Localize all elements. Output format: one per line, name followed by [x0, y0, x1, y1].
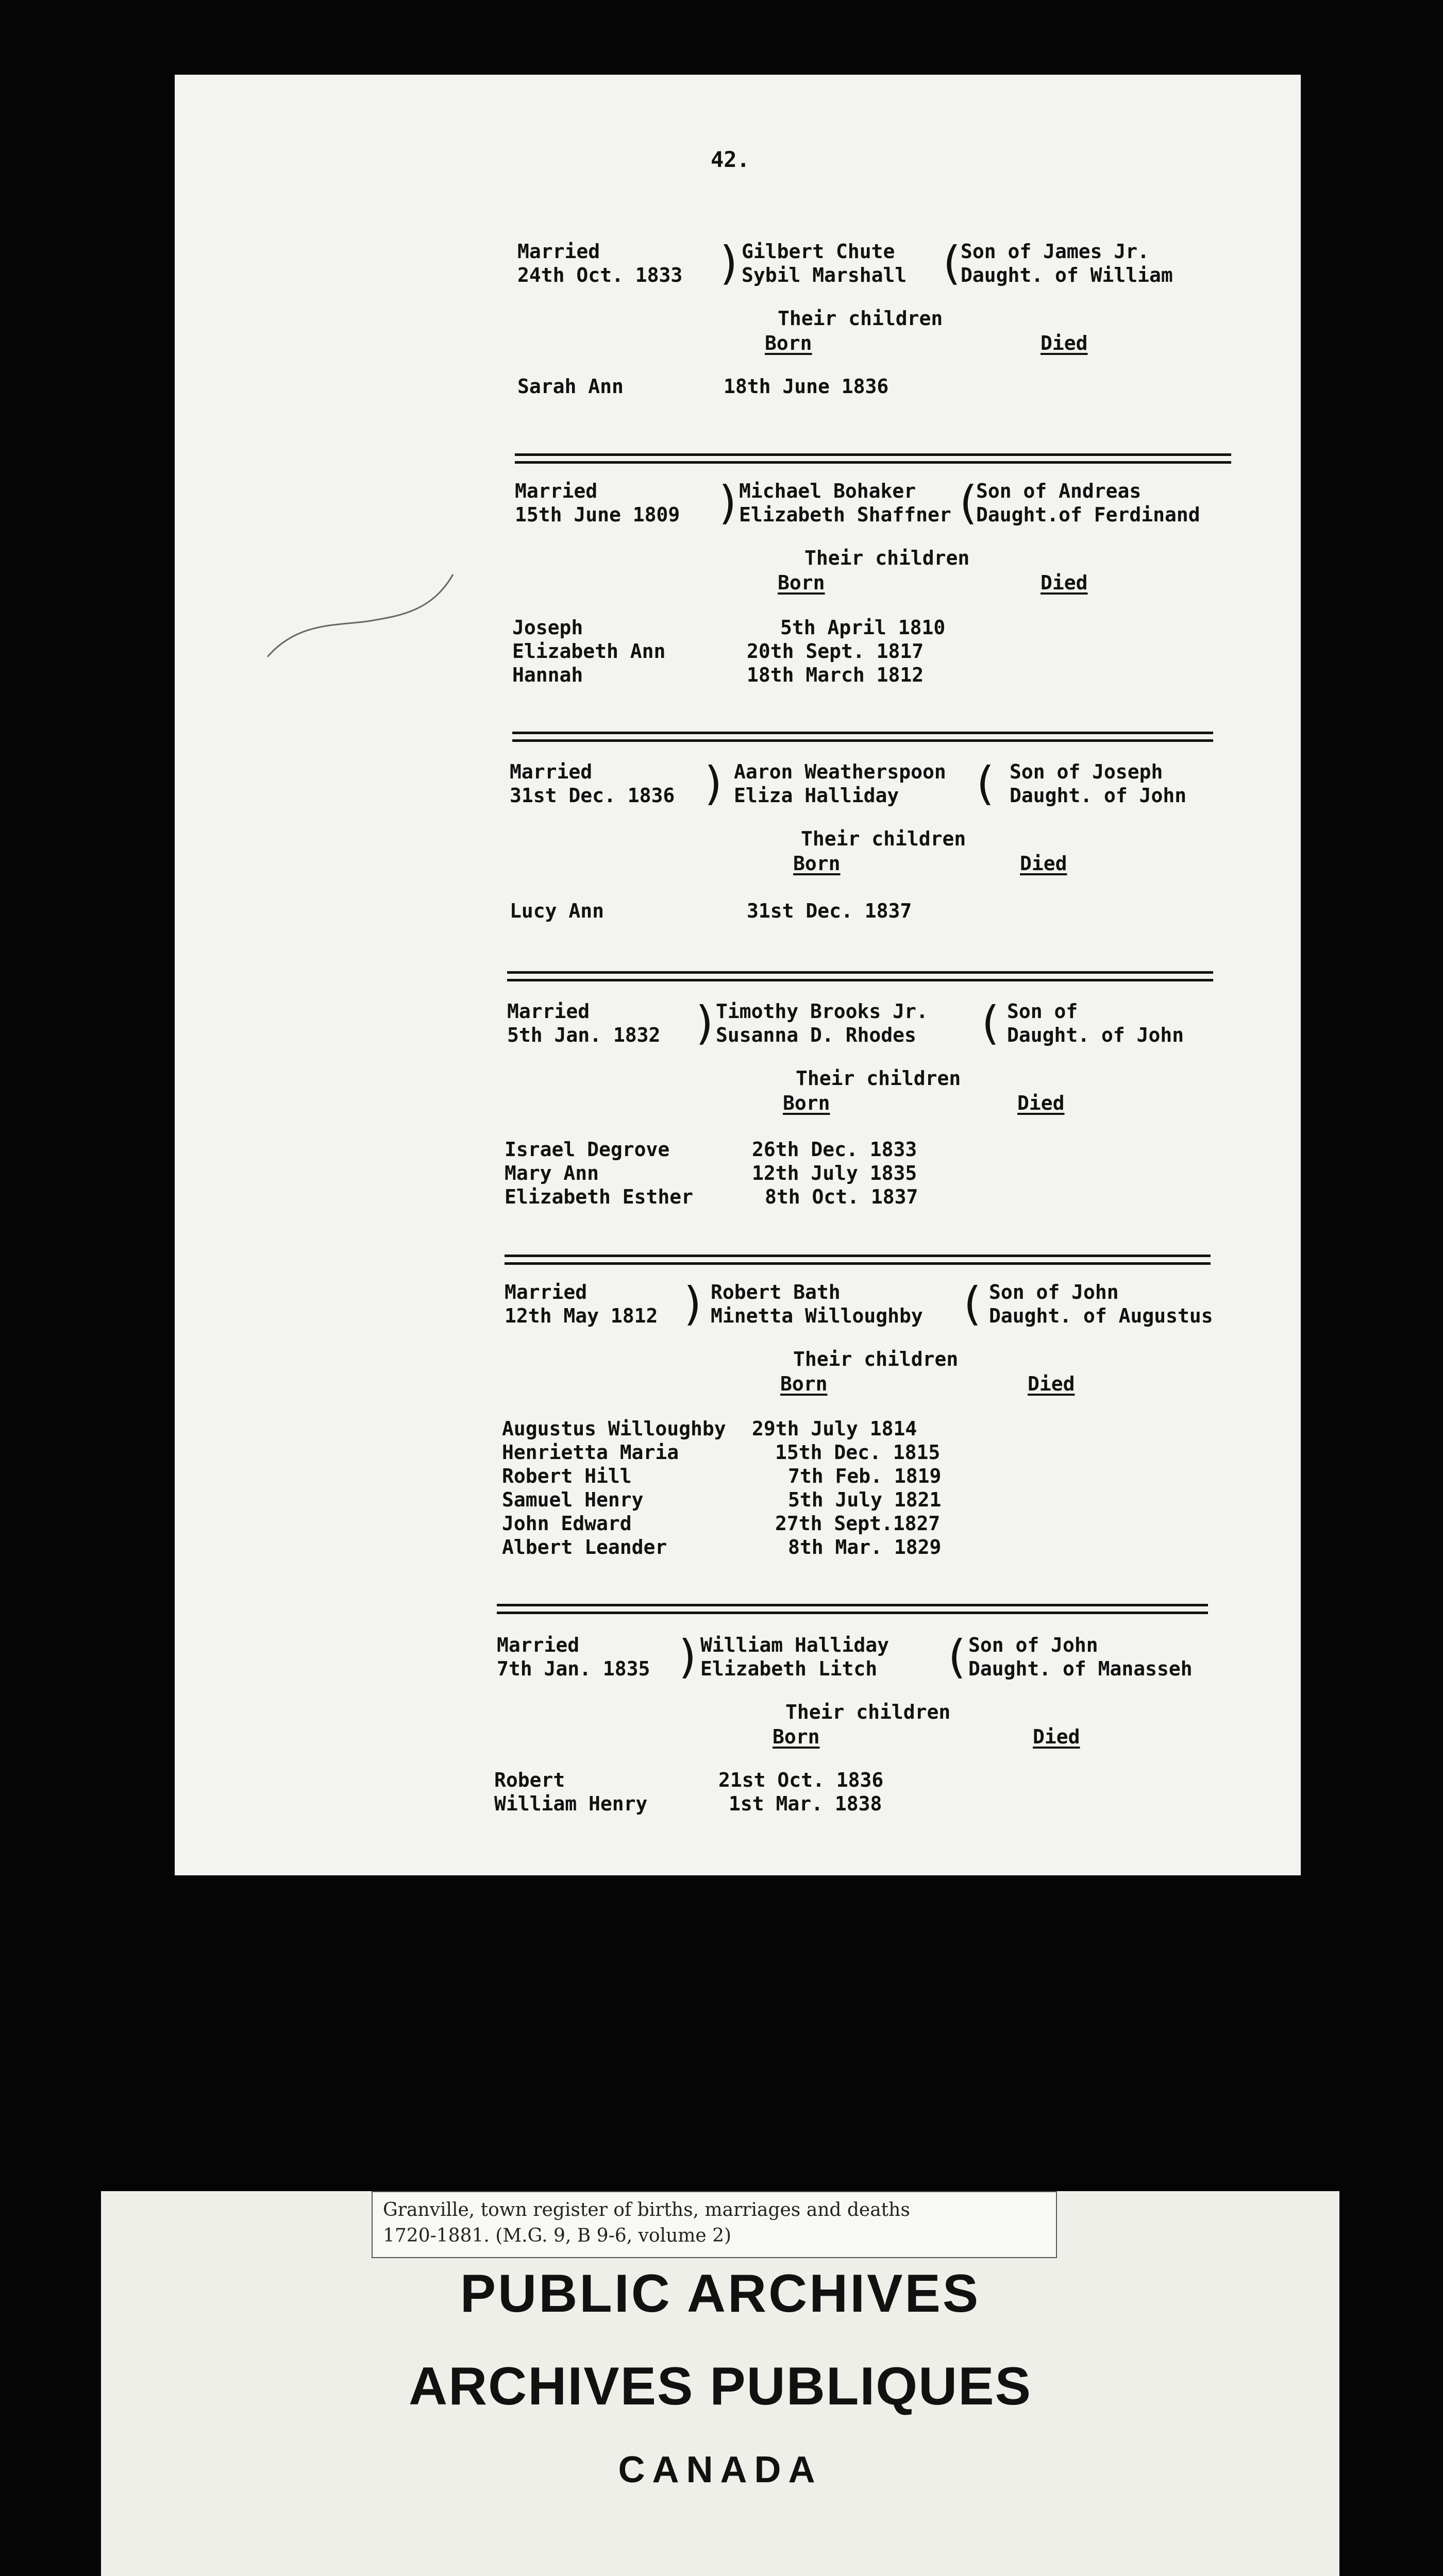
brace-left: ( [971, 757, 998, 810]
born-heading: Born [780, 1372, 828, 1395]
slip-line-1: Granville, town register of births, marriages and deaths [383, 2199, 910, 2221]
brace-left: ( [954, 476, 981, 529]
brace-left: ( [976, 996, 1003, 1049]
brace-left: ( [958, 1277, 985, 1330]
child-born: 5th April 1810 [780, 616, 946, 639]
brace-right: ) [715, 476, 742, 529]
wife-name: Elizabeth Litch [700, 1657, 878, 1680]
child-born: 29th July 1814 [752, 1417, 917, 1440]
wife-parent: Daught. of John [1007, 1024, 1184, 1046]
child-name: John Edward [502, 1512, 632, 1535]
died-heading: Died [1028, 1372, 1075, 1395]
marriage-date: 15th June 1809 [515, 503, 680, 526]
born-heading: Born [778, 571, 825, 594]
register-page [175, 75, 1301, 1875]
child-born: 31st Dec. 1837 [747, 900, 912, 922]
marriage-date: 12th May 1812 [505, 1304, 658, 1327]
wife-name: Sybil Marshall [742, 264, 907, 286]
child-born: 20th Sept. 1817 [747, 640, 924, 663]
wife-name: Eliza Halliday [734, 784, 899, 807]
wife-name: Susanna D. Rhodes [716, 1024, 916, 1046]
brace-left: ( [943, 1630, 970, 1683]
slip-line-2: 1720-1881. (M.G. 9, B 9-6, volume 2) [383, 2225, 732, 2246]
archive-title-fr: ARCHIVES PUBLIQUES [408, 2357, 1032, 2416]
brace-right: ) [716, 236, 743, 290]
child-born: 27th Sept.1827 [775, 1512, 941, 1535]
their-children-heading: Their children [804, 547, 970, 569]
husband-parent: Son of [1007, 1000, 1078, 1023]
child-name: Elizabeth Esther [505, 1185, 694, 1208]
child-born: 18th June 1836 [724, 375, 889, 398]
husband-name: William Halliday [700, 1634, 890, 1656]
born-heading: Born [765, 332, 812, 354]
archive-title-en: PUBLIC ARCHIVES [460, 2264, 981, 2324]
child-name: Sarah Ann [517, 375, 624, 398]
wife-parent: Daught. of Augustus [989, 1304, 1213, 1327]
child-name: Israel Degrove [505, 1138, 670, 1161]
page-number: 42. [711, 147, 750, 172]
section-divider [515, 453, 1231, 464]
wife-parent: Daught.of Ferdinand [976, 503, 1200, 526]
died-heading: Died [1020, 852, 1067, 875]
husband-parent: Son of Joseph [1010, 760, 1163, 783]
child-born: 21st Oct. 1836 [718, 1769, 884, 1791]
their-children-heading: Their children [778, 307, 943, 330]
husband-parent: Son of Andreas [976, 480, 1142, 502]
child-name: Henrietta Maria [502, 1441, 679, 1464]
wife-name: Minetta Willoughby [711, 1304, 923, 1327]
married-label: Married [497, 1634, 580, 1656]
wife-parent: Daught. of William [961, 264, 1173, 286]
child-name: William Henry [494, 1792, 648, 1815]
married-label: Married [510, 760, 593, 783]
marriage-date: 7th Jan. 1835 [497, 1657, 650, 1680]
brace-left: ( [937, 236, 965, 290]
wife-name: Elizabeth Shaffner [739, 503, 951, 526]
child-name: Robert [494, 1769, 565, 1791]
brace-right: ) [700, 757, 728, 810]
child-name: Samuel Henry [502, 1488, 644, 1511]
died-heading: Died [1017, 1092, 1065, 1114]
husband-parent: Son of James Jr. [961, 240, 1150, 263]
died-heading: Died [1033, 1725, 1080, 1748]
died-heading: Died [1041, 571, 1088, 594]
husband-parent: Son of John [989, 1281, 1119, 1303]
marriage-date: 24th Oct. 1833 [517, 264, 683, 286]
section-divider [512, 732, 1213, 742]
child-born: 1st Mar. 1838 [729, 1792, 882, 1815]
child-name: Elizabeth Ann [512, 640, 666, 663]
child-name: Lucy Ann [510, 900, 605, 922]
section-divider [505, 1255, 1211, 1265]
archive-country: CANADA [618, 2449, 823, 2490]
child-born: 5th July 1821 [788, 1488, 942, 1511]
brace-right: ) [680, 1277, 707, 1330]
child-name: Augustus Willoughby [502, 1417, 726, 1440]
catalog-slip [372, 2191, 1057, 2258]
brace-right: ) [692, 996, 719, 1049]
section-divider [507, 971, 1213, 981]
child-name: Albert Leander [502, 1536, 667, 1558]
their-children-heading: Their children [785, 1701, 951, 1723]
married-label: Married [507, 1000, 590, 1023]
brace-right: ) [675, 1630, 702, 1683]
child-born: 12th July 1835 [752, 1162, 917, 1184]
marriage-date: 31st Dec. 1836 [510, 784, 675, 807]
their-children-heading: Their children [796, 1067, 961, 1090]
their-children-heading: Their children [793, 1348, 959, 1370]
husband-name: Timothy Brooks Jr. [716, 1000, 928, 1023]
wife-parent: Daught. of Manasseh [968, 1657, 1193, 1680]
pencil-stroke [267, 538, 525, 693]
husband-name: Robert Bath [711, 1281, 841, 1303]
born-heading: Born [783, 1092, 830, 1114]
husband-name: Aaron Weatherspoon [734, 760, 946, 783]
child-name: Mary Ann [505, 1162, 599, 1184]
married-label: Married [505, 1281, 588, 1303]
marriage-date: 5th Jan. 1832 [507, 1024, 661, 1046]
husband-parent: Son of John [968, 1634, 1098, 1656]
archive-label-card [101, 2191, 1339, 2576]
child-born: 8th Oct. 1837 [765, 1185, 918, 1208]
child-born: 7th Feb. 1819 [788, 1465, 942, 1487]
child-born: 26th Dec. 1833 [752, 1138, 917, 1161]
section-divider [497, 1604, 1208, 1614]
child-name: Robert Hill [502, 1465, 632, 1487]
child-born: 18th March 1812 [747, 664, 924, 686]
child-name: Hannah [512, 664, 583, 686]
child-name: Joseph [512, 616, 583, 639]
child-born: 15th Dec. 1815 [775, 1441, 941, 1464]
married-label: Married [517, 240, 600, 263]
born-heading: Born [793, 852, 841, 875]
their-children-heading: Their children [801, 827, 966, 850]
husband-name: Gilbert Chute [742, 240, 895, 263]
born-heading: Born [773, 1725, 820, 1748]
husband-name: Michael Bohaker [739, 480, 916, 502]
wife-parent: Daught. of John [1010, 784, 1187, 807]
married-label: Married [515, 480, 598, 502]
died-heading: Died [1041, 332, 1088, 354]
child-born: 8th Mar. 1829 [788, 1536, 942, 1558]
